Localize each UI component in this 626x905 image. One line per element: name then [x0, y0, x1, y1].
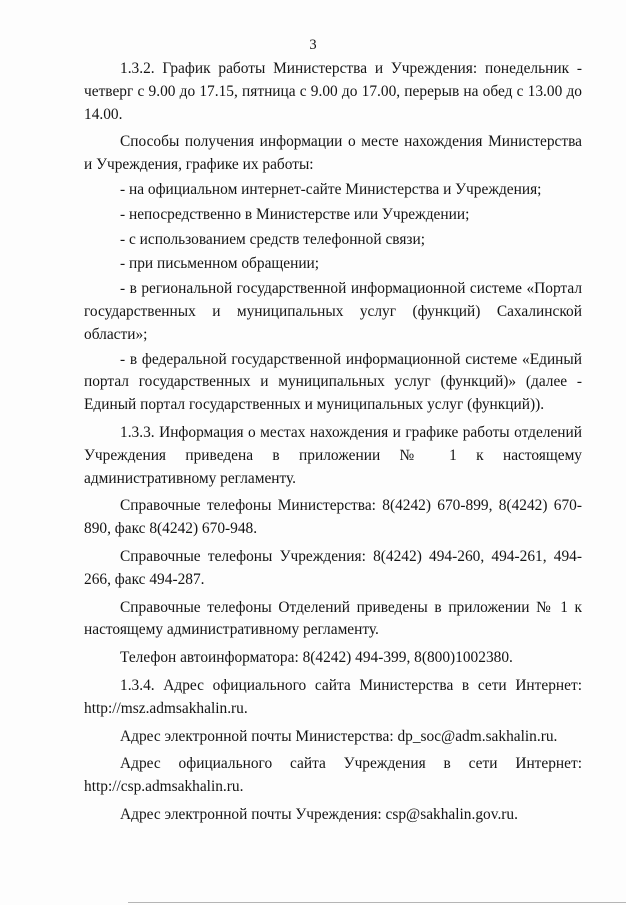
document-body [84, 58, 582, 832]
paragraph-work-schedule: 1.3.2. График работы Министерства и Учреждения: понедельник - четверг с 9.00 до 17.15, пятница с 9.00 до 17.00, перерыв на обед с 13.00 до 14.00. [84, 60, 582, 123]
paragraph-institution-phones: Справочные телефоны Учреждения: 8(4242) 494-260, 494-261, 494-266, факс 494-287. [84, 547, 582, 588]
paragraph-autoinformer: Телефон автоинформатора: 8(4242) 494-399, 8(800)1002380. [120, 649, 513, 667]
list-item-federal-portal: - в федеральной государственной информационной системе «Единый портал государственных и муниципальных услуг (функций)» (далее - Единый портал государственных и муниципальных услуг (функций)). [84, 350, 582, 414]
paragraph-ministry-email: Адрес электронной почты Министерства: dp_soc@adm.sakhalin.ru. [120, 727, 558, 745]
paragraph-institution-website-label: Адрес официального сайта Учреждения в сети Интернет: [120, 755, 582, 773]
paragraph-branch-phones: Справочные телефоны Отделений приведены в приложении № 1 к настоящему административному регламенту. [84, 598, 582, 639]
institution-website-url: http://csp.admsakhalin.ru. [84, 778, 244, 796]
list-item-written: - при письменном обращении; [120, 255, 320, 273]
list-item-regional-portal: - в региональной государственной информационной системе «Портал государственных и муниципальных услуг (функций) Сахалинской области»; [84, 280, 582, 343]
paragraph-info-methods: Способы получения информации о месте нахождения Министерства и Учреждения, графике их работы: [84, 133, 582, 174]
paragraph-ministry-phones: Справочные телефоны Министерства: 8(4242) 670-899, 8(4242) 670-890, факс 8(4242) 670-948. [84, 497, 582, 538]
page-number: 3 [309, 37, 317, 53]
scan-edge-line [128, 902, 626, 903]
list-item-website: - на официальном интернет-сайте Министерства и Учреждения; [120, 180, 542, 198]
list-item-in-person: - непосредственно в Министерстве или Учреждении; [120, 205, 470, 223]
paragraph-institution-email: Адрес электронной почты Учреждения: csp@sakhalin.gov.ru. [120, 805, 518, 823]
paragraph-branches-info: 1.3.3. Информация о местах нахождения и графике работы отделений Учреждения приведена в приложении № 1 к настоящему административному регламенту. [84, 423, 582, 487]
list-item-phone: - с использованием средств телефонной связи; [120, 230, 426, 248]
paragraph-ministry-website: 1.3.4. Адрес официального сайта Министерства в сети Интернет: http://msz.admsakhalin.ru. [84, 676, 582, 717]
